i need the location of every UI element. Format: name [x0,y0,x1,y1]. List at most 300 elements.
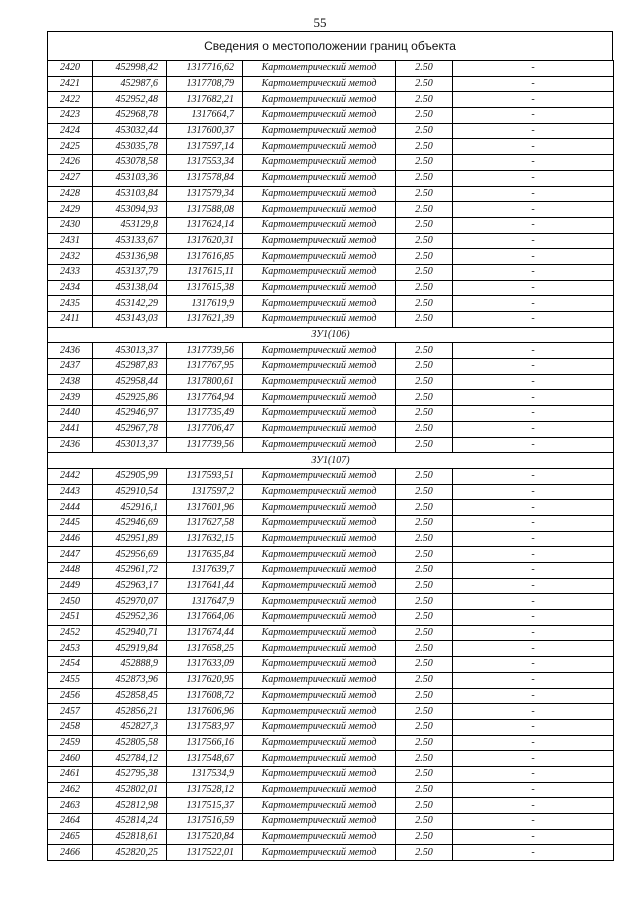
method-cell: Картометрический метод [243,280,396,296]
table-row [48,312,614,328]
y-coordinate-cell: 1317528,12 [167,782,243,798]
point-number-cell: 2426 [48,155,93,171]
point-number-cell: 2452 [48,625,93,641]
section-row [48,327,614,343]
accuracy-cell: 2.50 [396,421,453,437]
x-coordinate-cell: 453013,37 [93,343,167,359]
y-coordinate-cell: 1317664,06 [167,610,243,626]
accuracy-cell: 2.50 [396,202,453,218]
table-row [48,76,614,92]
x-coordinate-cell: 452805,58 [93,735,167,751]
accuracy-cell: 2.50 [396,704,453,720]
table-row [48,500,614,516]
x-coordinate-cell: 452784,12 [93,751,167,767]
accuracy-cell: 2.50 [396,61,453,77]
x-coordinate-cell: 452818,61 [93,829,167,845]
table-row [48,594,614,610]
table-row [48,641,614,657]
table-row [48,610,614,626]
method-cell: Картометрический метод [243,374,396,390]
x-coordinate-cell: 452961,72 [93,563,167,579]
accuracy-cell: 2.50 [396,359,453,375]
point-number-cell: 2439 [48,390,93,406]
y-coordinate-cell: 1317633,09 [167,657,243,673]
table-row [48,264,614,280]
description-cell: - [453,641,614,657]
description-cell: - [453,563,614,579]
accuracy-cell: 2.50 [396,186,453,202]
y-coordinate-cell: 1317578,84 [167,170,243,186]
y-coordinate-cell: 1317735,49 [167,406,243,422]
y-coordinate-cell: 1317534,9 [167,766,243,782]
x-coordinate-cell: 453143,03 [93,312,167,328]
method-cell: Картометрический метод [243,829,396,845]
accuracy-cell: 2.50 [396,343,453,359]
table-row [48,217,614,233]
table-row [48,531,614,547]
x-coordinate-cell: 452873,96 [93,672,167,688]
description-cell: - [453,264,614,280]
method-cell: Картометрический метод [243,672,396,688]
method-cell: Картометрический метод [243,421,396,437]
table-row [48,421,614,437]
table-row [48,625,614,641]
x-coordinate-cell: 452940,71 [93,625,167,641]
x-coordinate-cell: 452946,69 [93,515,167,531]
y-coordinate-cell: 1317800,61 [167,374,243,390]
description-cell: - [453,343,614,359]
accuracy-cell: 2.50 [396,672,453,688]
point-number-cell: 2436 [48,437,93,453]
coordinates-table [47,60,614,861]
description-cell: - [453,625,614,641]
y-coordinate-cell: 1317767,95 [167,359,243,375]
method-cell: Картометрический метод [243,578,396,594]
x-coordinate-cell: 453103,36 [93,170,167,186]
point-number-cell: 2458 [48,719,93,735]
description-cell: - [453,719,614,735]
x-coordinate-cell: 452814,24 [93,814,167,830]
x-coordinate-cell: 452968,78 [93,108,167,124]
y-coordinate-cell: 1317664,7 [167,108,243,124]
accuracy-cell: 2.50 [396,563,453,579]
accuracy-cell: 2.50 [396,751,453,767]
table-row [48,814,614,830]
description-cell: - [453,374,614,390]
y-coordinate-cell: 1317583,97 [167,719,243,735]
y-coordinate-cell: 1317520,84 [167,829,243,845]
accuracy-cell: 2.50 [396,123,453,139]
method-cell: Картометрический метод [243,845,396,861]
point-number-cell: 2436 [48,343,93,359]
accuracy-cell: 2.50 [396,264,453,280]
x-coordinate-cell: 453103,84 [93,186,167,202]
y-coordinate-cell: 1317553,34 [167,155,243,171]
point-number-cell: 2450 [48,594,93,610]
y-coordinate-cell: 1317621,39 [167,312,243,328]
point-number-cell: 2444 [48,500,93,516]
description-cell: - [453,751,614,767]
x-coordinate-cell: 452963,17 [93,578,167,594]
method-cell: Картометрический метод [243,359,396,375]
x-coordinate-cell: 452998,42 [93,61,167,77]
description-cell: - [453,515,614,531]
x-coordinate-cell: 453129,8 [93,217,167,233]
method-cell: Картометрический метод [243,249,396,265]
description-cell: - [453,766,614,782]
method-cell: Картометрический метод [243,233,396,249]
method-cell: Картометрический метод [243,782,396,798]
table-row [48,202,614,218]
point-number-cell: 2449 [48,578,93,594]
x-coordinate-cell: 452967,78 [93,421,167,437]
method-cell: Картометрический метод [243,688,396,704]
accuracy-cell: 2.50 [396,735,453,751]
table-row [48,782,614,798]
table-row [48,735,614,751]
description-cell: - [453,437,614,453]
y-coordinate-cell: 1317620,95 [167,672,243,688]
table-row [48,704,614,720]
point-number-cell: 2464 [48,814,93,830]
point-number-cell: 2411 [48,312,93,328]
y-coordinate-cell: 1317708,79 [167,76,243,92]
table-row [48,751,614,767]
description-cell: - [453,421,614,437]
method-cell: Картометрический метод [243,139,396,155]
point-number-cell: 2434 [48,280,93,296]
accuracy-cell: 2.50 [396,217,453,233]
y-coordinate-cell: 1317739,56 [167,343,243,359]
accuracy-cell: 2.50 [396,233,453,249]
point-number-cell: 2433 [48,264,93,280]
accuracy-cell: 2.50 [396,547,453,563]
method-cell: Картометрический метод [243,312,396,328]
accuracy-cell: 2.50 [396,766,453,782]
accuracy-cell: 2.50 [396,468,453,484]
x-coordinate-cell: 453094,93 [93,202,167,218]
accuracy-cell: 2.50 [396,688,453,704]
y-coordinate-cell: 1317601,96 [167,500,243,516]
method-cell: Картометрический метод [243,500,396,516]
accuracy-cell: 2.50 [396,76,453,92]
method-cell: Картометрический метод [243,563,396,579]
x-coordinate-cell: 453142,29 [93,296,167,312]
x-coordinate-cell: 452858,45 [93,688,167,704]
method-cell: Картометрический метод [243,390,396,406]
point-number-cell: 2453 [48,641,93,657]
description-cell: - [453,657,614,673]
description-cell: - [453,610,614,626]
accuracy-cell: 2.50 [396,406,453,422]
description-cell: - [453,594,614,610]
description-cell: - [453,798,614,814]
y-coordinate-cell: 1317624,14 [167,217,243,233]
method-cell: Картометрический метод [243,735,396,751]
method-cell: Картометрический метод [243,468,396,484]
accuracy-cell: 2.50 [396,610,453,626]
x-coordinate-cell: 452946,97 [93,406,167,422]
x-coordinate-cell: 452820,25 [93,845,167,861]
table-row [48,515,614,531]
method-cell: Картометрический метод [243,217,396,233]
description-cell: - [453,468,614,484]
description-cell: - [453,155,614,171]
method-cell: Картометрический метод [243,531,396,547]
accuracy-cell: 2.50 [396,312,453,328]
description-cell: - [453,845,614,861]
description-cell: - [453,202,614,218]
description-cell: - [453,688,614,704]
point-number-cell: 2427 [48,170,93,186]
x-coordinate-cell: 452925,86 [93,390,167,406]
y-coordinate-cell: 1317548,67 [167,751,243,767]
y-coordinate-cell: 1317739,56 [167,437,243,453]
point-number-cell: 2459 [48,735,93,751]
x-coordinate-cell: 452910,54 [93,484,167,500]
table-title: Сведения о местоположении границ объекта [47,31,613,61]
y-coordinate-cell: 1317682,21 [167,92,243,108]
description-cell: - [453,296,614,312]
page-number: 55 [313,15,327,30]
method-cell: Картометрический метод [243,76,396,92]
method-cell: Картометрический метод [243,437,396,453]
accuracy-cell: 2.50 [396,484,453,500]
x-coordinate-cell: 452812,98 [93,798,167,814]
point-number-cell: 2456 [48,688,93,704]
accuracy-cell: 2.50 [396,578,453,594]
point-number-cell: 2455 [48,672,93,688]
x-coordinate-cell: 452951,89 [93,531,167,547]
table-row [48,139,614,155]
table-row [48,92,614,108]
point-number-cell: 2425 [48,139,93,155]
accuracy-cell: 2.50 [396,437,453,453]
accuracy-cell: 2.50 [396,515,453,531]
method-cell: Картометрический метод [243,123,396,139]
point-number-cell: 2466 [48,845,93,861]
table-row [48,186,614,202]
description-cell: - [453,170,614,186]
y-coordinate-cell: 1317516,59 [167,814,243,830]
method-cell: Картометрический метод [243,547,396,563]
point-number-cell: 2461 [48,766,93,782]
point-number-cell: 2442 [48,468,93,484]
x-coordinate-cell: 452952,36 [93,610,167,626]
accuracy-cell: 2.50 [396,108,453,124]
table-row [48,578,614,594]
description-cell: - [453,92,614,108]
y-coordinate-cell: 1317632,15 [167,531,243,547]
description-cell: - [453,123,614,139]
table-row [48,170,614,186]
y-coordinate-cell: 1317608,72 [167,688,243,704]
x-coordinate-cell: 452958,44 [93,374,167,390]
accuracy-cell: 2.50 [396,594,453,610]
accuracy-cell: 2.50 [396,719,453,735]
point-number-cell: 2446 [48,531,93,547]
table-row [48,280,614,296]
description-cell: - [453,578,614,594]
table-row [48,829,614,845]
point-number-cell: 2465 [48,829,93,845]
y-coordinate-cell: 1317658,25 [167,641,243,657]
x-coordinate-cell: 453133,67 [93,233,167,249]
coordinates-sheet [47,31,613,861]
description-cell: - [453,735,614,751]
x-coordinate-cell: 453138,04 [93,280,167,296]
accuracy-cell: 2.50 [396,92,453,108]
table-row [48,249,614,265]
table-row [48,374,614,390]
accuracy-cell: 2.50 [396,390,453,406]
y-coordinate-cell: 1317522,01 [167,845,243,861]
method-cell: Картометрический метод [243,484,396,500]
x-coordinate-cell: 452956,69 [93,547,167,563]
table-row [48,657,614,673]
table-row [48,688,614,704]
y-coordinate-cell: 1317566,16 [167,735,243,751]
table-row [48,672,614,688]
method-cell: Картометрический метод [243,264,396,280]
accuracy-cell: 2.50 [396,296,453,312]
point-number-cell: 2424 [48,123,93,139]
method-cell: Картометрический метод [243,751,396,767]
method-cell: Картометрический метод [243,594,396,610]
table-row [48,233,614,249]
y-coordinate-cell: 1317716,62 [167,61,243,77]
method-cell: Картометрический метод [243,657,396,673]
description-cell: - [453,390,614,406]
method-cell: Картометрический метод [243,719,396,735]
point-number-cell: 2423 [48,108,93,124]
point-number-cell: 2448 [48,563,93,579]
point-number-cell: 2440 [48,406,93,422]
method-cell: Картометрический метод [243,186,396,202]
description-cell: - [453,280,614,296]
description-cell: - [453,704,614,720]
y-coordinate-cell: 1317627,58 [167,515,243,531]
y-coordinate-cell: 1317615,11 [167,264,243,280]
table-row [48,563,614,579]
x-coordinate-cell: 453013,37 [93,437,167,453]
table-row [48,798,614,814]
method-cell: Картометрический метод [243,92,396,108]
table-row [48,390,614,406]
x-coordinate-cell: 452952,48 [93,92,167,108]
description-cell: - [453,359,614,375]
method-cell: Картометрический метод [243,170,396,186]
table-row [48,484,614,500]
point-number-cell: 2463 [48,798,93,814]
method-cell: Картометрический метод [243,61,396,77]
description-cell: - [453,233,614,249]
point-number-cell: 2429 [48,202,93,218]
point-number-cell: 2431 [48,233,93,249]
y-coordinate-cell: 1317597,2 [167,484,243,500]
description-cell: - [453,782,614,798]
table-row [48,359,614,375]
point-number-cell: 2435 [48,296,93,312]
method-cell: Картометрический метод [243,515,396,531]
table-row [48,108,614,124]
accuracy-cell: 2.50 [396,531,453,547]
y-coordinate-cell: 1317606,96 [167,704,243,720]
point-number-cell: 2438 [48,374,93,390]
y-coordinate-cell: 1317764,94 [167,390,243,406]
point-number-cell: 2422 [48,92,93,108]
accuracy-cell: 2.50 [396,249,453,265]
table-row [48,437,614,453]
section-label: ЗУ1(106) [48,327,614,343]
x-coordinate-cell: 452802,01 [93,782,167,798]
y-coordinate-cell: 1317635,84 [167,547,243,563]
description-cell: - [453,139,614,155]
point-number-cell: 2421 [48,76,93,92]
accuracy-cell: 2.50 [396,829,453,845]
accuracy-cell: 2.50 [396,625,453,641]
section-row [48,453,614,469]
point-number-cell: 2437 [48,359,93,375]
point-number-cell: 2441 [48,421,93,437]
accuracy-cell: 2.50 [396,814,453,830]
accuracy-cell: 2.50 [396,500,453,516]
method-cell: Картометрический метод [243,343,396,359]
y-coordinate-cell: 1317641,44 [167,578,243,594]
x-coordinate-cell: 453136,98 [93,249,167,265]
y-coordinate-cell: 1317597,14 [167,139,243,155]
accuracy-cell: 2.50 [396,798,453,814]
table-row [48,123,614,139]
accuracy-cell: 2.50 [396,139,453,155]
method-cell: Картометрический метод [243,641,396,657]
section-label: ЗУ1(107) [48,453,614,469]
point-number-cell: 2454 [48,657,93,673]
point-number-cell: 2420 [48,61,93,77]
point-number-cell: 2430 [48,217,93,233]
method-cell: Картометрический метод [243,155,396,171]
x-coordinate-cell: 453078,58 [93,155,167,171]
method-cell: Картометрический метод [243,766,396,782]
description-cell: - [453,249,614,265]
method-cell: Картометрический метод [243,814,396,830]
x-coordinate-cell: 452827,3 [93,719,167,735]
x-coordinate-cell: 452919,84 [93,641,167,657]
description-cell: - [453,186,614,202]
table-row [48,155,614,171]
table-row [48,845,614,861]
point-number-cell: 2428 [48,186,93,202]
y-coordinate-cell: 1317593,51 [167,468,243,484]
point-number-cell: 2447 [48,547,93,563]
x-coordinate-cell: 452916,1 [93,500,167,516]
method-cell: Картометрический метод [243,798,396,814]
method-cell: Картометрический метод [243,202,396,218]
method-cell: Картометрический метод [243,406,396,422]
accuracy-cell: 2.50 [396,374,453,390]
description-cell: - [453,814,614,830]
accuracy-cell: 2.50 [396,280,453,296]
table-row [48,406,614,422]
description-cell: - [453,312,614,328]
y-coordinate-cell: 1317647,9 [167,594,243,610]
method-cell: Картометрический метод [243,625,396,641]
x-coordinate-cell: 452970,07 [93,594,167,610]
y-coordinate-cell: 1317600,37 [167,123,243,139]
table-row [48,766,614,782]
accuracy-cell: 2.50 [396,845,453,861]
point-number-cell: 2443 [48,484,93,500]
